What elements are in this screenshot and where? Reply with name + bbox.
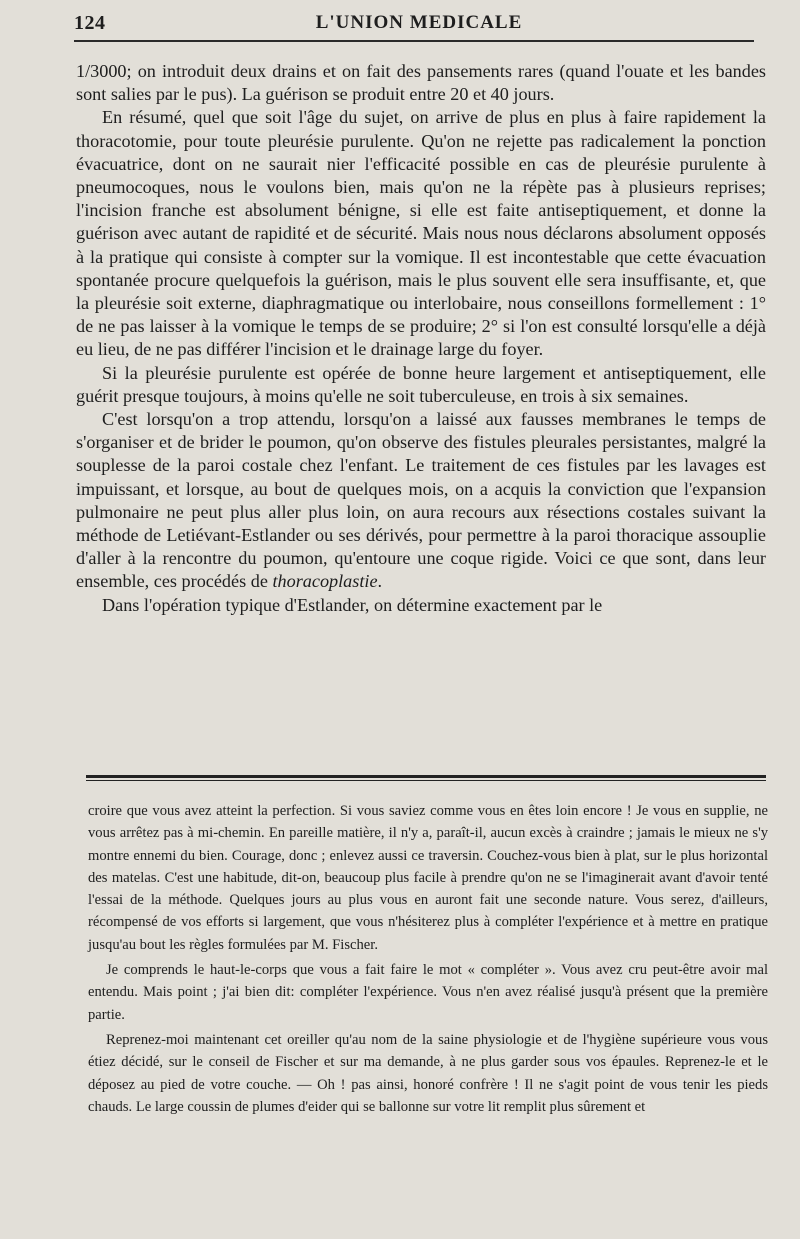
main-paragraph (76, 408, 766, 594)
running-head: L'UNION MEDICALE (315, 12, 523, 33)
divider-thick-line (86, 775, 766, 778)
main-article (76, 60, 766, 617)
feuilleton-divider (86, 775, 766, 783)
feuilleton-paragraph: Reprenez-moi maintenant cet oreiller qu'au nom de la saine physiologie et de l'hygiène supérieure vous vous étiez décidé, sur le conseil de Fischer et sur ma demande, à ne plus garder sous vos épaules. Reprenez-le et le déposez au pied de votre couche. — Oh ! pas ainsi, honoré confrère ! Il ne s'agit point de vous tenir les pieds chauds. Le large coussin de plumes d'eider qui se ballonne sur votre lit remplit plus sûrement et (88, 1031, 768, 1115)
main-paragraph: Dans l'opération typique d'Estlander, on détermine exactement par le (102, 594, 603, 615)
feuilleton-paragraph: croire que vous avez atteint la perfection. Si vous saviez comme vous en êtes loin encore ! Je vous en supplie, ne vous arrêtez pas à mi-chemin. En pareille matière, il n'y a, paraît-il, aucun excès à craindre ; jamais le mieux ne s'y montre ennemi du bien. Courage, donc ; enlevez aussi ce traversin. Couchez-vous bien à plat, sur le plus horizontal des matelas. C'est une habitude, dit-on, beaucoup plus facile à prendre qu'on ne se l'imaginerait avant d'avoir tenté l'essai de la méthode. Quelques jours au plus vous en auront fait une seconde nature. Vous serez, d'ailleurs, récompensé de vos efforts si largement, que vous n'hésiterez plus à compléter l'expérience et à mettre en pratique jusqu'au bout les règles formulées par M. Fischer. (88, 803, 768, 953)
main-paragraph: 1/3000; on introduit deux drains et on fait des pansements rares (quand l'ouate et les bandes sont salies par le pus). La guérison se produit entre 20 et 40 jours. (76, 61, 766, 105)
feuilleton-section (88, 800, 768, 1121)
italic-term: thoracoplastie (272, 571, 378, 592)
page-header (74, 6, 764, 40)
feuilleton-paragraph: Je comprends le haut-le-corps que vous a fait faire le mot « compléter ». Vous avez cru peut-être avoir mal entendu. Mais point ; j'ai bien dit: compléter l'expérience. Vous n'en avez réalisé jusqu'à présent que la première partie. (88, 962, 768, 1023)
main-paragraph-text: C'est lorsqu'on a trop attendu, lorsqu'on a laissé aux fausses membranes le temps de s'organiser et de brider le poumon, qu'on observe des fistules pleurales persistantes, malgré la souplesse de la paroi costale chez l'enfant. Le traitement de ces fistules par les lavages est impuissant, et lorsque, au bout de quelques mois, on a acquis la conviction que l'expansion pulmonaire ne peut plus aller plus loin, on aura recours aux résections costales suivant la méthode de Letiévant-Estlander ou ses dérivés, pour permettre à la paroi thoracique assouplie d'aller à la rencontre du poumon, qu'entoure une coque rigide. Voici ce que sont, dans leur ensemble, ces procédés de (76, 409, 766, 592)
italic-term-end: . (377, 571, 383, 592)
divider-thin-line (86, 780, 766, 781)
main-paragraph: Si la pleurésie purulente est opérée de bonne heure largement et antiseptiquement, elle guérit presque toujours, à moins qu'elle ne soit tuberculeuse, en trois à six semaines. (76, 362, 766, 406)
page-number: 124 (74, 12, 106, 34)
main-paragraph: En résumé, quel que soit l'âge du sujet, on arrive de plus en plus à faire rapidement la thoracotomie, pour toute pleurésie purulente. Qu'on ne rejette pas radicalement la ponction évacuatrice, dont on ne saurait nier l'efficacité possible en cas de pleurésie purulente à pneumocoques, nous le voulons bien, mais qu'on ne la répète pas à plusieurs reprises; l'incision franche est absolument bénigne, si elle est faite antiseptiquement, et donne la guérison avec autant de rapidité et de sécurité. Mais nous nous déclarons absolument opposés à la pratique qui consiste à compter sur la vomique. Il est incontestable que cette évacuation spontanée procure quelquefois la guérison, mais le plus souvent elle sera insuffisante, et, que la pleurésie soit externe, diaphragmatique ou interlobaire, nous conseillons formellement : 1° de ne pas laisser à la vomique le temps de se produire; 2° si l'on est consulté lorsqu'elle a déjà eu lieu, de ne pas différer l'incision et le drainage large du foyer. (76, 107, 766, 360)
header-rule (74, 40, 754, 42)
